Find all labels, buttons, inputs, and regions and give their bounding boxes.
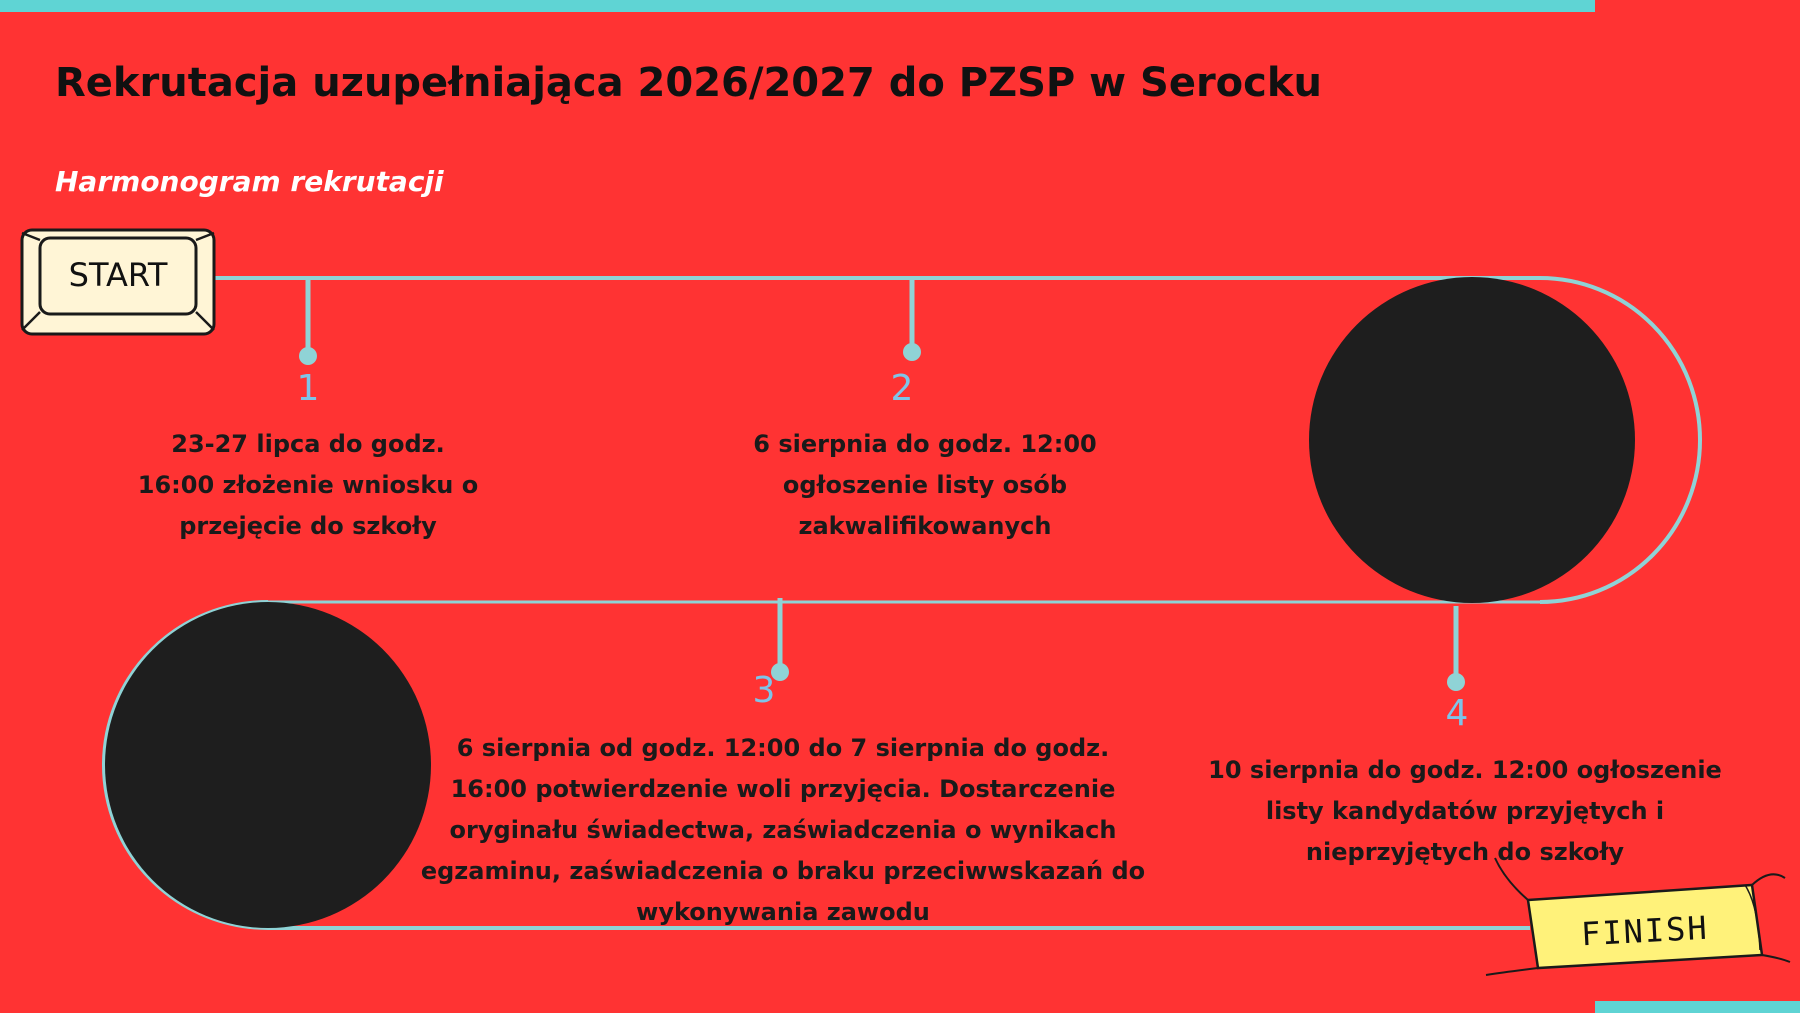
start-label-box (40, 256, 196, 306)
page-title: Rekrutacja uzupełniająca 2026/2027 do PZSP w Serocku (55, 60, 1322, 106)
step-1-dot (299, 347, 317, 365)
step-3-text: 6 sierpnia od godz. 12:00 do 7 sierpnia do godz. 16:00 potwierdzenie woli przyjęcia. Dostarczenie oryginału świadectwa, zaświadczenia o wynikach egzaminu, zaświadczenia o braku przeciwwskazań do wykonywania zawodu (420, 734, 1146, 926)
step-4-dot (1447, 673, 1465, 691)
step-3-number: 3 (752, 670, 776, 711)
step-1-text: 23-27 lipca do godz. 16:00 złożenie wniosku o przejęcie do szkoły (137, 430, 479, 540)
step-4-number: 4 (1445, 693, 1469, 734)
step-1-number: 1 (296, 368, 320, 409)
decor-circle-left (105, 602, 431, 928)
step-2-text: 6 sierpnia do godz. 12:00 ogłoszenie listy osób zakwalifikowanych (753, 430, 1097, 540)
decor-circle-right (1309, 277, 1635, 603)
step-2-dot (903, 343, 921, 361)
finish-label: FINISH (1580, 908, 1710, 954)
step-2-number: 2 (890, 368, 914, 409)
step-4-text: 10 sierpnia do godz. 12:00 ogłoszenie listy kandydatów przyjętych i nieprzyjętych do szkoły (1208, 756, 1722, 866)
start-label: START (68, 256, 168, 294)
page-subtitle: Harmonogram rekrutacji (55, 165, 444, 198)
